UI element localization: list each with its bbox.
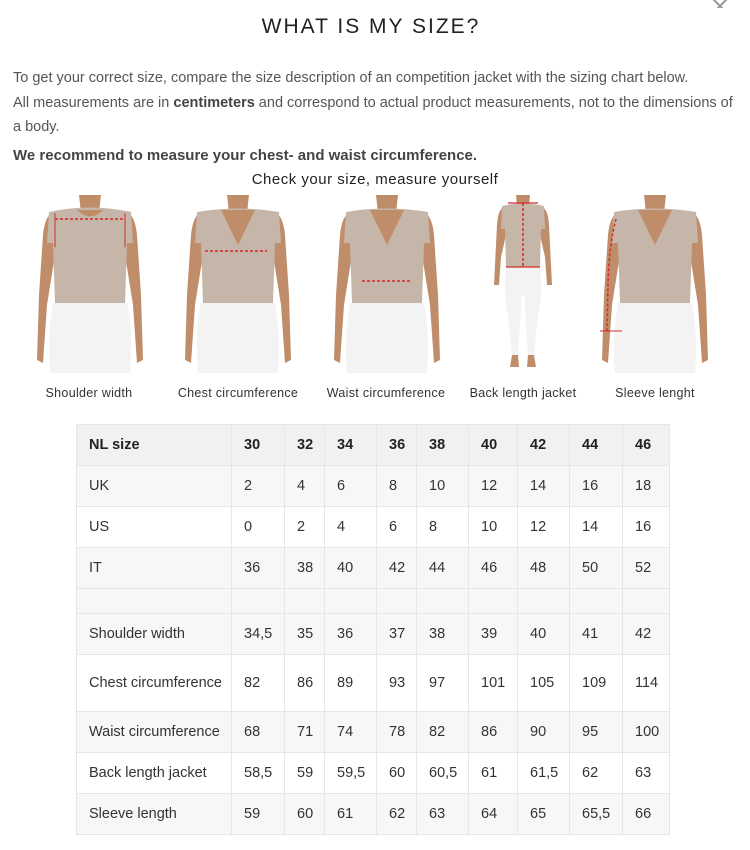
table-row [77, 548, 670, 589]
table-cell: 12 [469, 466, 518, 507]
row-label: IT [77, 548, 232, 589]
table-cell: 66 [623, 794, 670, 835]
figures-heading: Check your size, measure yourself [251, 171, 499, 188]
table-cell: 59,5 [325, 753, 377, 794]
header-size: 36 [377, 425, 417, 466]
table-cell: 16 [570, 466, 623, 507]
figure-waist-circumference [332, 195, 442, 377]
table-cell: 10 [469, 507, 518, 548]
table-cell: 61 [325, 794, 377, 835]
table-cell: 93 [377, 655, 417, 712]
close-icon[interactable] [708, 0, 732, 8]
table-cell: 74 [325, 712, 377, 753]
recommendation: We recommend to measure your chest- and waist circumference. [13, 146, 478, 164]
header-label: NL size [77, 425, 232, 466]
table-cell [232, 589, 285, 614]
table-cell: 40 [518, 614, 570, 655]
intro-bold: centimeters [173, 94, 255, 111]
table-cell: 63 [623, 753, 670, 794]
caption-shoulder-width: Shoulder width [45, 386, 133, 400]
intro-text [13, 66, 735, 168]
table-cell: 89 [325, 655, 377, 712]
intro-line-2b: and correspond to actual product measurements, not to the dimensions of a body. [13, 94, 733, 135]
table-cell: 78 [377, 712, 417, 753]
figure-chest-circumference [183, 195, 293, 377]
table-cell: 14 [518, 466, 570, 507]
table-cell: 82 [417, 712, 469, 753]
caption-sleeve-length: Sleeve lenght [615, 386, 695, 400]
size-table [76, 424, 670, 835]
table-cell: 50 [570, 548, 623, 589]
table-cell: 36 [325, 614, 377, 655]
table-cell: 6 [325, 466, 377, 507]
header-size: 34 [325, 425, 377, 466]
header-size: 46 [623, 425, 670, 466]
header-size: 38 [417, 425, 469, 466]
intro-line-2a: All measurements are in [13, 94, 174, 111]
table-cell: 0 [232, 507, 285, 548]
row-label [77, 589, 232, 614]
table-cell [377, 589, 417, 614]
table-cell: 62 [570, 753, 623, 794]
header-size: 30 [232, 425, 285, 466]
table-cell: 59 [285, 753, 325, 794]
table-cell [325, 589, 377, 614]
table-cell [570, 589, 623, 614]
table-cell [518, 589, 570, 614]
table-cell: 8 [377, 466, 417, 507]
table-cell: 61,5 [518, 753, 570, 794]
table-cell: 58,5 [232, 753, 285, 794]
intro-line-2 [13, 91, 735, 140]
table-cell: 2 [285, 507, 325, 548]
table-cell [623, 589, 670, 614]
table-cell: 68 [232, 712, 285, 753]
header-size: 40 [469, 425, 518, 466]
row-label: Shoulder width [77, 614, 232, 655]
table-cell: 71 [285, 712, 325, 753]
table-row [77, 466, 670, 507]
table-cell [285, 589, 325, 614]
table-cell: 65 [518, 794, 570, 835]
table-cell: 46 [469, 548, 518, 589]
table-row [77, 753, 670, 794]
table-cell: 34,5 [232, 614, 285, 655]
row-label: Waist circumference [77, 712, 232, 753]
table-cell: 64 [469, 794, 518, 835]
table-cell: 60 [377, 753, 417, 794]
table-cell: 42 [377, 548, 417, 589]
header-size: 32 [285, 425, 325, 466]
table-cell: 61 [469, 753, 518, 794]
table-cell [469, 589, 518, 614]
table-cell: 4 [325, 507, 377, 548]
row-label: Back length jacket [77, 753, 232, 794]
table-cell: 40 [325, 548, 377, 589]
table-cell: 63 [417, 794, 469, 835]
table-cell: 86 [469, 712, 518, 753]
caption-waist-circumference: Waist circumference [326, 386, 446, 400]
table-cell: 109 [570, 655, 623, 712]
table-cell: 36 [232, 548, 285, 589]
table-cell: 44 [417, 548, 469, 589]
table-cell: 4 [285, 466, 325, 507]
table-cell: 35 [285, 614, 325, 655]
page-title: WHAT IS MY SIZE? [261, 15, 481, 38]
table-row [77, 794, 670, 835]
table-cell: 60 [285, 794, 325, 835]
table-cell: 97 [417, 655, 469, 712]
table-cell: 100 [623, 712, 670, 753]
table-cell: 18 [623, 466, 670, 507]
table-cell: 101 [469, 655, 518, 712]
table-cell: 65,5 [570, 794, 623, 835]
row-label: Chest circumference [77, 655, 232, 712]
table-cell: 12 [518, 507, 570, 548]
table-cell: 59 [232, 794, 285, 835]
table-cell: 39 [469, 614, 518, 655]
figure-sleeve-length [600, 195, 710, 377]
table-cell: 14 [570, 507, 623, 548]
table-cell: 114 [623, 655, 670, 712]
table-cell: 6 [377, 507, 417, 548]
table-cell: 105 [518, 655, 570, 712]
table-cell: 42 [623, 614, 670, 655]
table-row [77, 655, 670, 712]
table-cell: 60,5 [417, 753, 469, 794]
table-row [77, 507, 670, 548]
figure-shoulder-width [35, 195, 145, 377]
table-cell: 48 [518, 548, 570, 589]
table-cell: 38 [285, 548, 325, 589]
table-cell: 38 [417, 614, 469, 655]
table-cell [417, 589, 469, 614]
table-cell: 52 [623, 548, 670, 589]
table-cell: 41 [570, 614, 623, 655]
table-cell: 10 [417, 466, 469, 507]
table-cell: 82 [232, 655, 285, 712]
row-label: Sleeve length [77, 794, 232, 835]
header-size: 42 [518, 425, 570, 466]
header-size: 44 [570, 425, 623, 466]
table-cell: 8 [417, 507, 469, 548]
table-spacer-row [77, 589, 670, 614]
table-cell: 90 [518, 712, 570, 753]
table-cell: 16 [623, 507, 670, 548]
table-header-row [77, 425, 670, 466]
table-cell: 37 [377, 614, 417, 655]
table-cell: 62 [377, 794, 417, 835]
table-row [77, 712, 670, 753]
row-label: UK [77, 466, 232, 507]
intro-line-1: To get your correct size, compare the size description of an competition jacket with the sizing chart below. [13, 70, 689, 86]
table-cell: 86 [285, 655, 325, 712]
table-cell: 2 [232, 466, 285, 507]
row-label: US [77, 507, 232, 548]
table-cell: 95 [570, 712, 623, 753]
table-row [77, 614, 670, 655]
figure-back-length-jacket [468, 195, 578, 377]
caption-chest-circumference: Chest circumference [177, 386, 299, 400]
caption-back-length-jacket: Back length jacket [469, 386, 577, 400]
